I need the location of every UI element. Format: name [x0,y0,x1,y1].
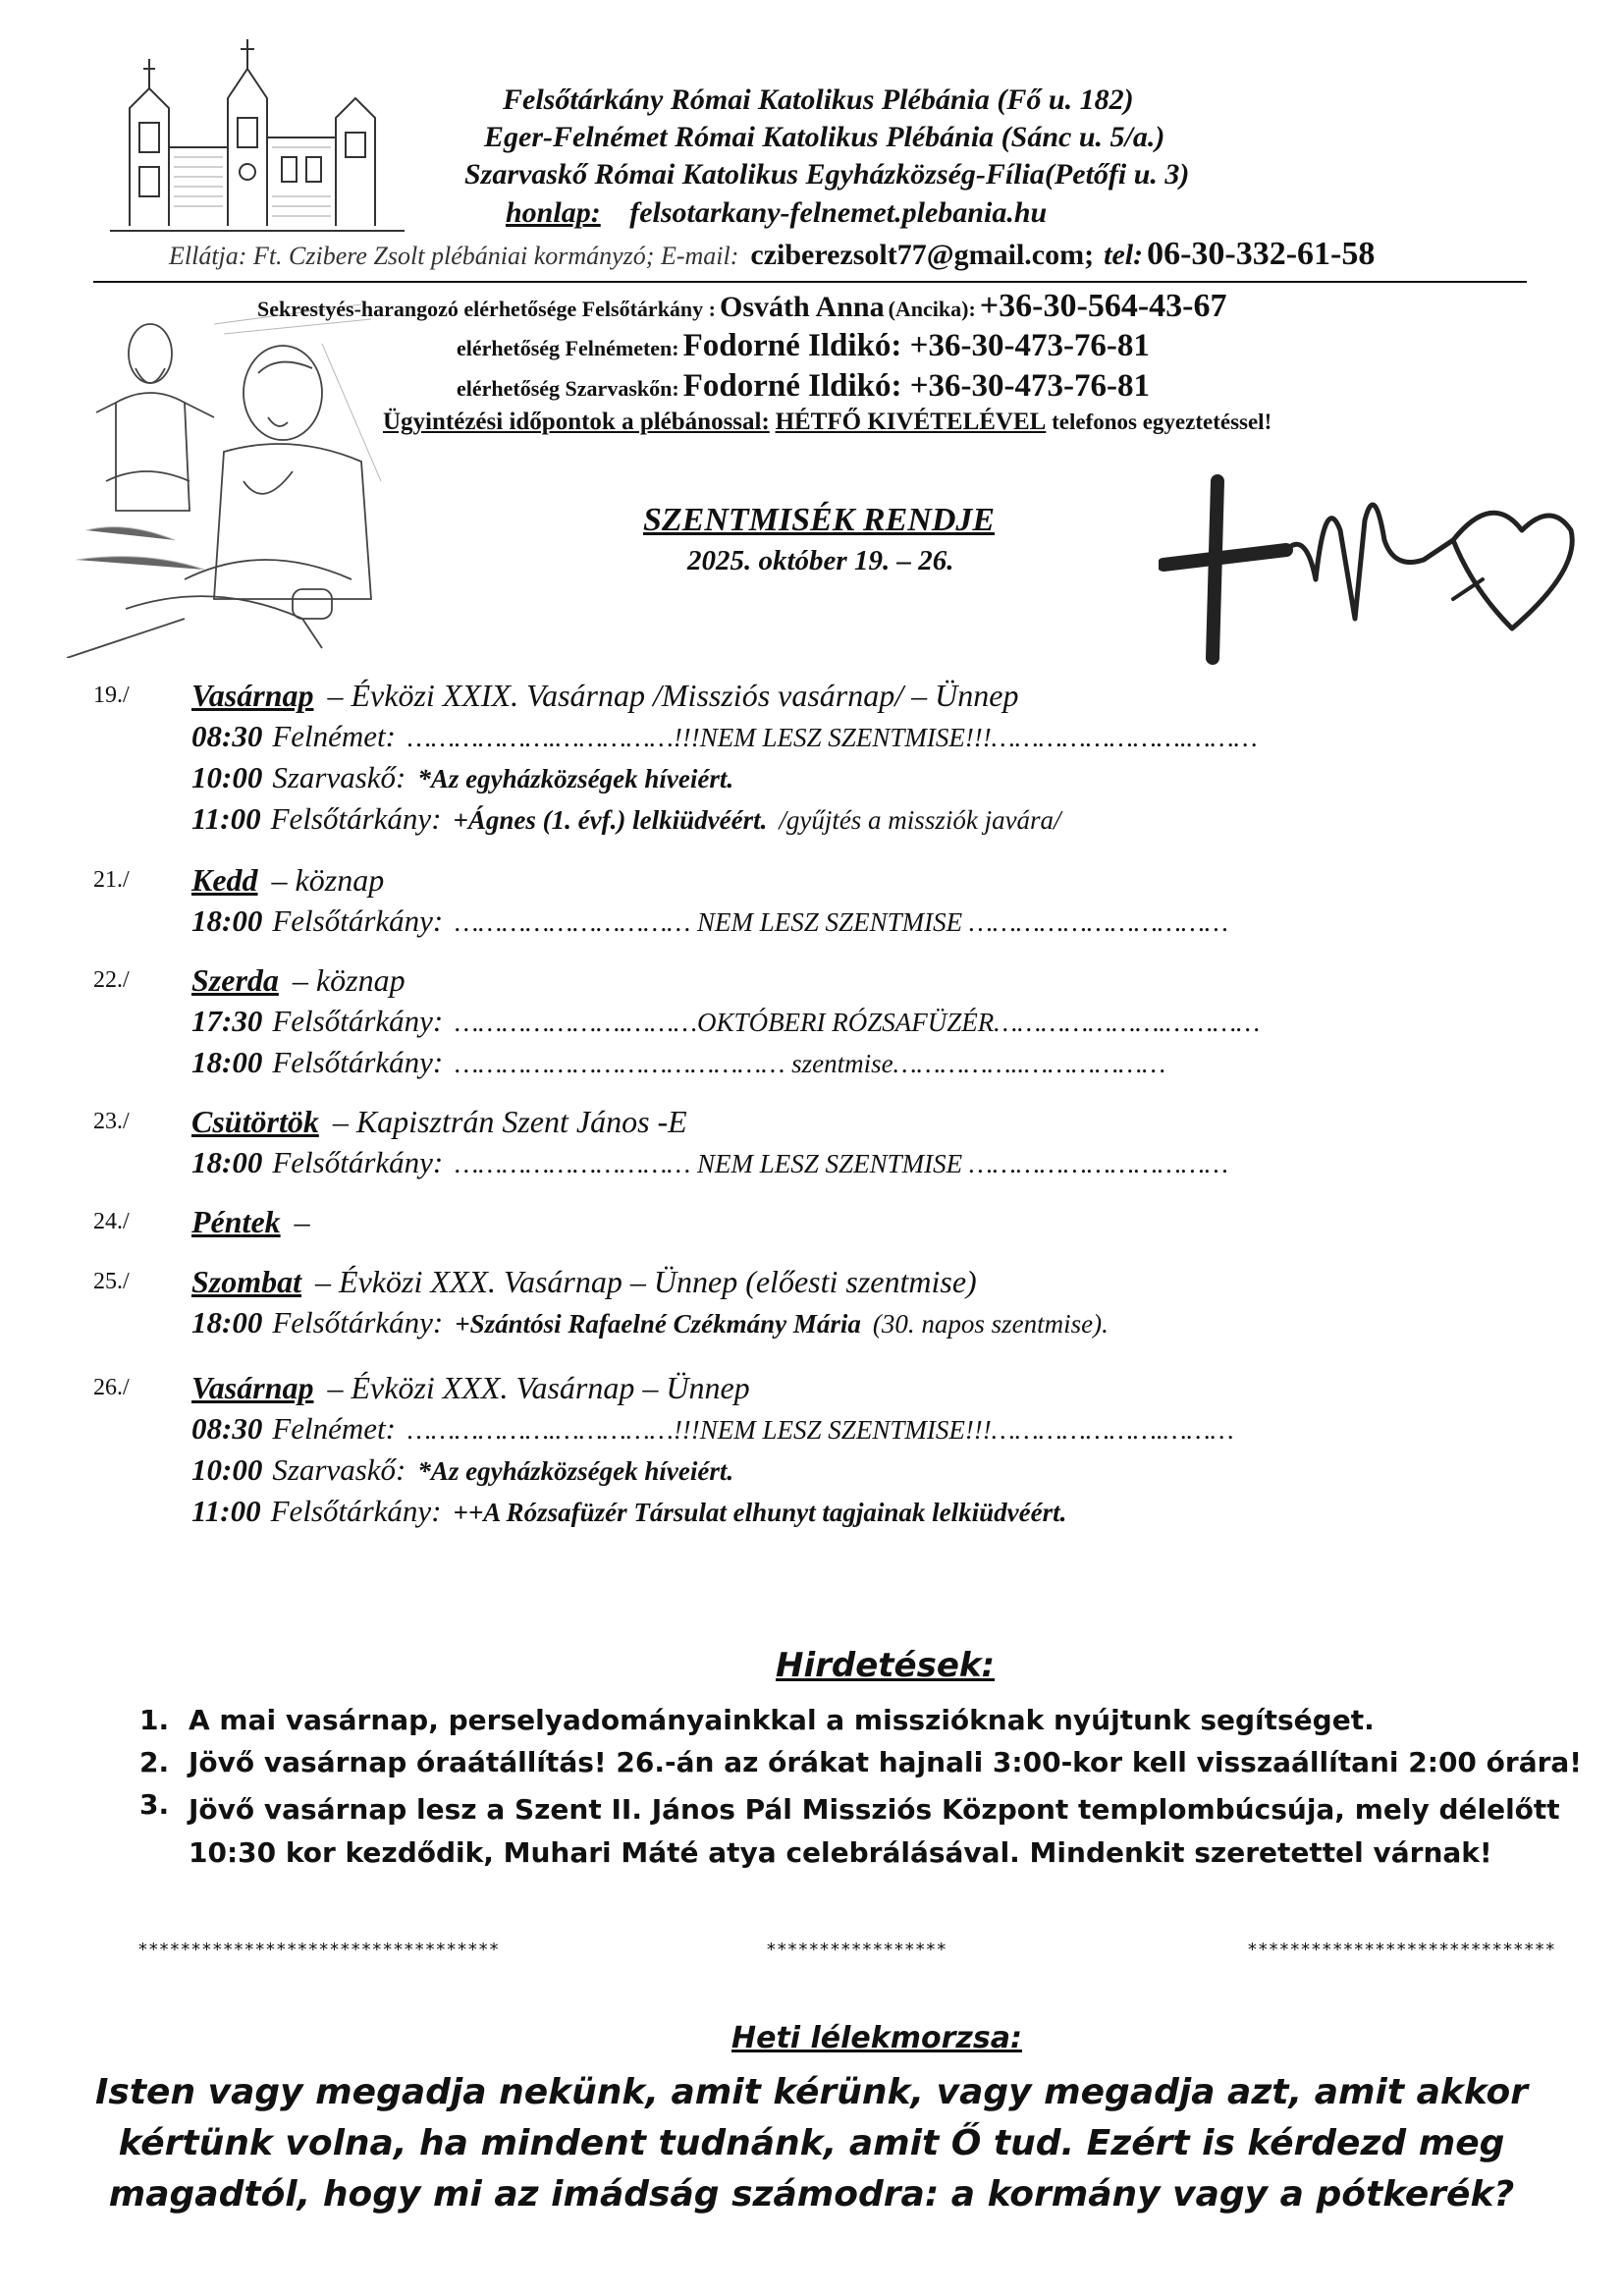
mass-place: Felsőtárkány: [272,1145,444,1179]
mass-entry [191,719,1258,754]
homepage-line [506,196,1047,230]
mass-entry [191,1305,1109,1340]
mass-intention: ……………….……………!!!NEM LESZ SZENTMISE!!!…………………….……… [406,723,1258,752]
mass-place: Felnémet: [272,1411,396,1446]
announcement-number-1: 1. [139,1704,170,1736]
header-rule [93,281,1527,283]
mass-intention: ……………….……………!!!NEM LESZ SZENTMISE!!!………………….……… [406,1415,1234,1445]
day-name: Kedd [191,862,258,898]
mass-intention: ………………….………OKTÓBERI RÓZSAFÜZÉR………………….………… [455,1008,1261,1037]
announcement-number-2: 2. [139,1746,170,1778]
quote-line-1: Isten vagy megadja nekünk, amit kérünk, vagy megadja azt, amit akkor [95,2072,1528,2112]
mass-intention: *Az egyházközségek híveiért. [417,764,734,793]
announcement-number-3: 3. [139,1788,170,1821]
tel: 06-30-332-61-58 [1147,236,1376,272]
mass-time: 18:00 [191,1305,263,1339]
felnemet-contact [457,328,1150,364]
cross-heart-logo [1159,471,1591,668]
mass-entry [191,760,733,795]
mass-time: 10:00 [191,760,263,794]
separator-middle: ***************** [766,1940,947,1960]
announcements-title: Hirdetések: [776,1646,996,1685]
homepage-label: honlap: [506,196,601,229]
day-description: – Évközi XXIX. Vasárnap /Missziós vasárnap/ – Ünnep [327,678,1019,713]
tel-label: tel: [1104,239,1144,271]
day-name: Szombat [191,1264,302,1299]
felnemet-label: elérhetőség Felnémeten: [457,336,679,360]
mass-time: 11:00 [191,1494,261,1528]
mass-place: Felsőtárkány: [270,1494,442,1528]
mass-time: 18:00 [191,903,263,938]
schedule-title: SZENTMISÉK RENDJE [643,502,996,538]
mass-entry [191,1045,1165,1080]
mass-place: Felsőtárkány: [272,903,444,938]
day-number: 22./ [93,967,130,993]
day-number: 25./ [93,1269,130,1294]
appointment-label: Ügyintézési időpontok a plébánossal: [383,409,770,435]
priest-label: Ellátja: Ft. Czibere Zsolt plébániai kormányzó; E-mail: [169,242,739,270]
mass-time: 08:30 [191,1411,263,1446]
day-description: – köznap [271,862,385,898]
sexton-nick: (Ancika): [888,297,976,321]
mass-place: Felsőtárkány: [272,1004,444,1038]
day-description: – köznap [292,962,406,998]
mass-time: 11:00 [191,801,261,836]
schedule-dates: 2025. október 19. – 26. [687,545,954,576]
mass-intention: …………………………………… szentmise……………..……………… [455,1049,1166,1078]
day-heading [191,962,406,999]
day-description: – Évközi XXX. Vasárnap – Ünnep (előesti szentmise) [315,1264,977,1299]
day-description: – Kapisztrán Szent János -E [332,1104,687,1139]
mass-intention: ………………………… NEM LESZ SZENTMISE …………………………… [455,907,1228,937]
mass-intention: +Szántósi Rafaelné Czékmány Mária [455,1309,861,1339]
szarvasko-label: elérhetőség Szarvaskőn: [457,376,679,401]
mass-entry [191,1494,1066,1529]
mass-entry [191,801,1061,837]
day-number: 23./ [93,1109,130,1134]
quote-title: Heti lélekmorzsa: [731,2021,1022,2055]
felnemet-value: Fodorné Ildikó: +36-30-473-76-81 [682,328,1150,363]
mass-place: Szarvaskő: [272,1452,406,1487]
mass-place: Felsőtárkány: [272,1045,444,1079]
mass-intention: *Az egyházközségek híveiért. [417,1456,734,1486]
sexton-tel: +36-30-564-43-67 [979,288,1227,324]
appointment-line [383,409,1271,436]
day-heading [191,1104,687,1140]
church-illustration [110,29,405,241]
sexton-line [257,288,1226,325]
mass-place: Felsőtárkány: [272,1305,444,1339]
announcement-3: Jövő vasárnap lesz a Szent II. János Pál Missziós Központ templombúcsúja, mely délelőtt 10:30 kor kezdődik, Muhari Máté atya celebrálásával. Mindenkit szeretettel várnak! [189,1793,1560,1869]
mass-intention: ++A Rózsafüzér Társulat elhunyt tagjainak lelkiüdvéért. [453,1498,1067,1527]
szarvasko-contact [457,368,1150,405]
parish-line-1: Felsőtárkány Római Katolikus Plébánia (Fő u. 182) [503,83,1134,116]
day-name: Vasárnap [191,1370,314,1405]
mass-entry [191,1411,1234,1447]
mass-time: 18:00 [191,1145,263,1179]
sexton-name: Osváth Anna [720,291,885,323]
mass-note: /gyűjtés a missziók javára/ [779,805,1061,835]
mass-entry [191,1145,1228,1180]
quote-line-2: kértünk volna, ha mindent tudnánk, amit Ő tud. Ezért is kérdezd meg [118,2123,1505,2163]
day-heading [191,1264,977,1300]
sexton-label: Sekrestyés-harangozó elérhetősége Felsőtárkány : [257,297,716,321]
day-number: 21./ [93,867,130,893]
parish-line-3: Szarvaskő Római Katolikus Egyházközség-Fília(Petőfi u. 3) [464,158,1190,191]
day-heading [191,862,384,899]
day-description: – [294,1204,310,1239]
mass-time: 10:00 [191,1452,263,1487]
day-heading [191,1370,750,1406]
quote-line-3: magadtól, hogy mi az imádság számodra: a kormány vagy a pótkerék? [108,2174,1515,2214]
mass-place: Szarvaskő: [272,760,406,794]
mass-time: 17:30 [191,1004,263,1038]
appointment-rest: telefonos egyeztetéssel! [1052,410,1272,434]
mass-entry [191,1004,1260,1039]
separator-right: ***************************** [1247,1940,1556,1960]
day-number: 26./ [93,1375,130,1400]
announcement-1: A mai vasárnap, perselyadományainkkal a misszióknak nyújtunk segítséget. [189,1704,1375,1736]
priest-line [169,236,1375,273]
mass-intention: +Ágnes (1. évf.) lelkiüdvéért. [453,805,768,835]
szarvasko-value: Fodorné Ildikó: +36-30-473-76-81 [682,368,1150,404]
mass-place: Felsőtárkány: [270,801,442,836]
day-number: 24./ [93,1209,130,1234]
figures-sketch-illustration [67,285,391,658]
day-name: Péntek [191,1204,281,1239]
mass-time: 08:30 [191,719,263,753]
mass-place: Felnémet: [272,719,396,753]
mass-entry [191,903,1228,939]
mass-note: (30. napos szentmise). [872,1309,1109,1339]
homepage-url[interactable]: felsotarkany-felnemet.plebania.hu [629,196,1048,229]
mass-intention: ………………………… NEM LESZ SZENTMISE …………………………… [455,1149,1228,1178]
day-heading [191,1204,310,1240]
day-description: – Évközi XXX. Vasárnap – Ünnep [327,1370,750,1405]
mass-entry [191,1452,733,1488]
day-name: Csütörtök [191,1104,319,1139]
separator-left: ********************************** [137,1940,500,1960]
parish-line-2: Eger-Felnémet Római Katolikus Plébánia (Sánc u. 5/a.) [484,121,1165,153]
mass-time: 18:00 [191,1045,263,1079]
email[interactable]: cziberezsolt77@gmail.com; [750,239,1095,271]
day-name: Szerda [191,962,279,998]
day-number: 19./ [93,683,130,708]
day-heading [191,678,1018,714]
day-name: Vasárnap [191,678,314,713]
announcement-2: Jövő vasárnap óraátállítás! 26.-án az órákat hajnali 3:00-kor kell visszaállítani 2:00 órára! [189,1746,1583,1778]
appointment-highlight: HÉTFŐ KIVÉTELÉVEL [775,409,1047,435]
